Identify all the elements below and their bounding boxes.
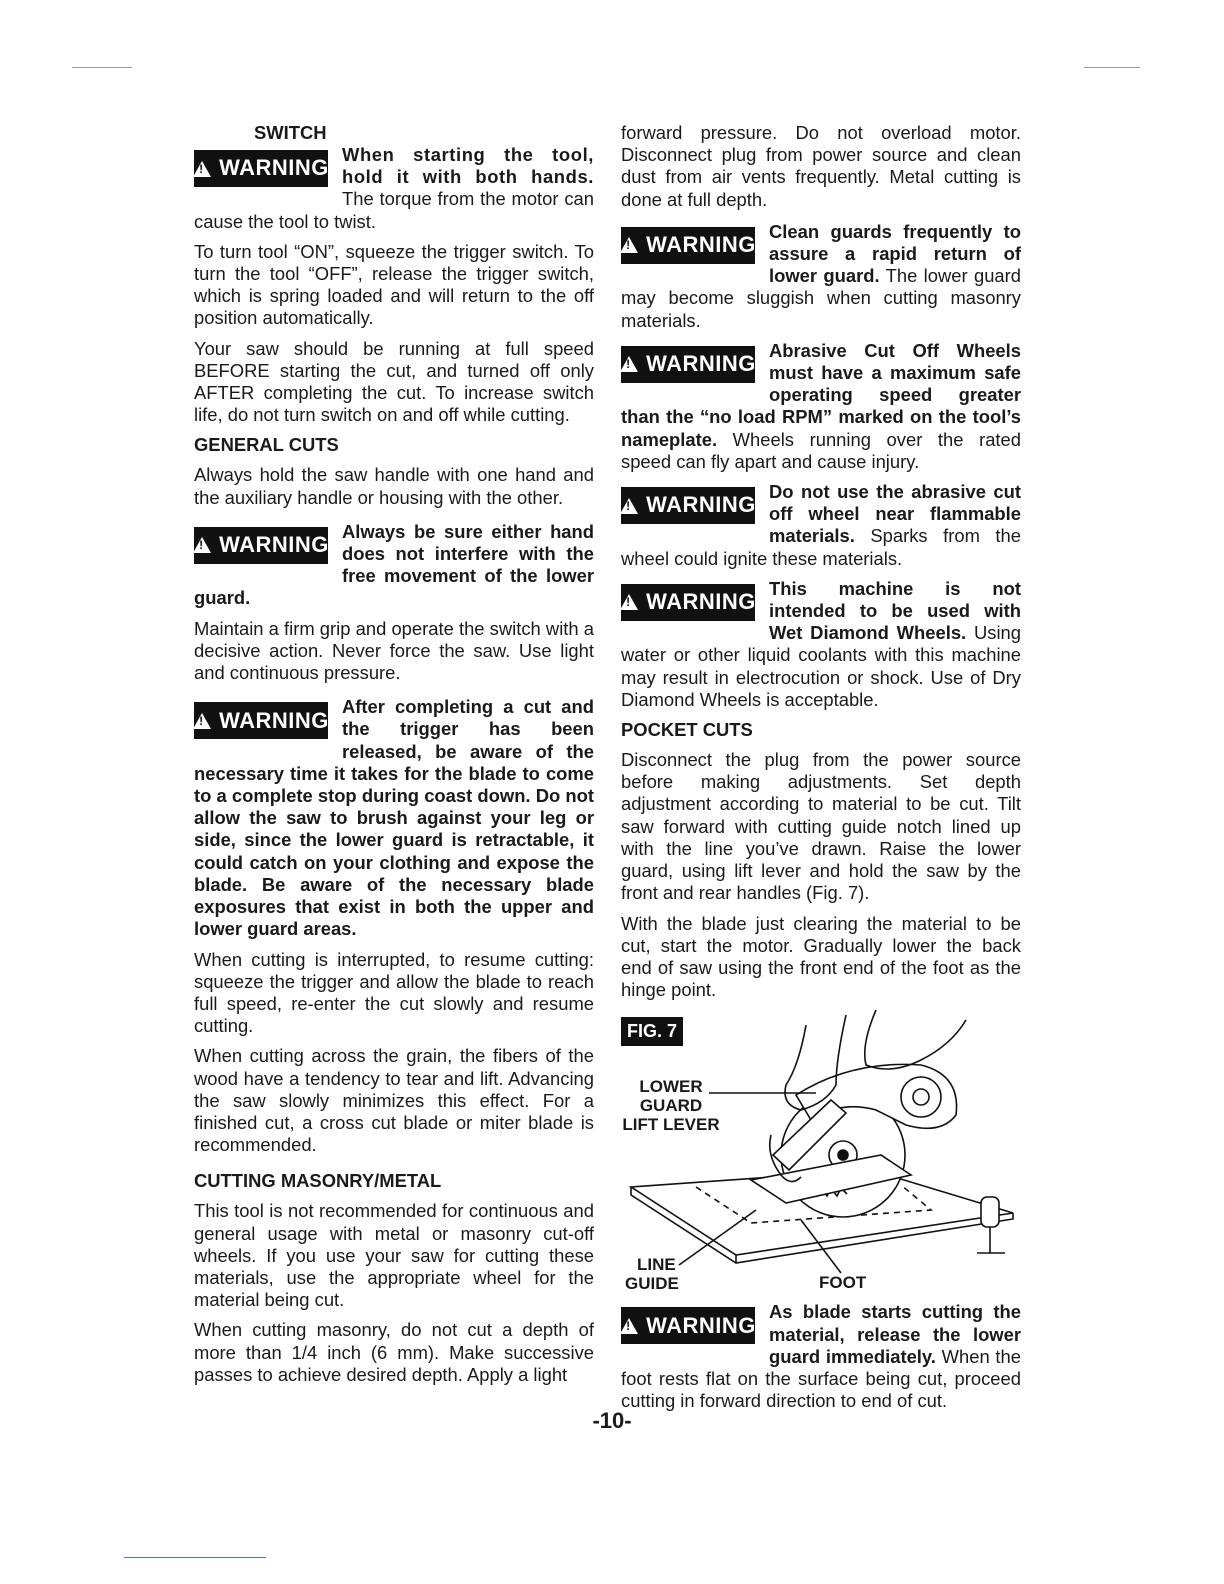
warning-block (621, 578, 1021, 711)
warning-text-rest: When the foot rests flat on the surface being cut, proceed cutting in forward direction to end of cut. (621, 1345, 1021, 1412)
warning-text: Clean guards frequently to assure a rapid return of lower guard. (769, 220, 1021, 287)
warning-text-rest: The torque from the motor can cause the tool to twist. (194, 188, 594, 232)
warning-text: Do not use the abrasive cut off wheel near flammable materials. (769, 481, 1021, 547)
pocket-cuts-heading: POCKET CUTS (621, 719, 753, 741)
warning-text-rest: Sparks from the wheel could ignite these materials. (621, 525, 1021, 569)
warning-triangle-icon (621, 1318, 638, 1334)
warning-badge: ! WARNING (621, 227, 755, 264)
warning-badge: ! WARNING (621, 487, 755, 524)
warning-badge: ! WARNING (194, 527, 328, 564)
warning-text: When starting the tool, hold it with both hands. (342, 144, 594, 188)
warning-text-rest: Using water or other liquid coolants with this machine may result in electrocution or shock. Use of Dry Diamond Wheels is acceptable. (621, 622, 1021, 710)
warning-badge: ! WARNING (194, 150, 328, 187)
warning-block (621, 1301, 1021, 1412)
paragraph: When cutting masonry, do not cut a depth of more than 1/4 inch (6 mm). Make successive passes to achieve desired depth. Apply a light (194, 1319, 594, 1385)
warning-triangle-icon (621, 498, 638, 514)
warning-triangle-icon (621, 356, 638, 372)
figure-label: FIG. 7 (621, 1017, 683, 1045)
warning-badge: ! WARNING (621, 346, 755, 383)
warning-block (194, 144, 594, 233)
warning-text: This machine is not intended to be used with Wet Diamond Wheels. (769, 577, 1021, 644)
paragraph: Maintain a firm grip and operate the switch with a decisive action. Never force the saw. Use light and continuous pressure. (194, 617, 594, 684)
warning-block (621, 340, 1021, 473)
warning-text-rest: The lower guard may become sluggish when cutting masonry materials. (621, 265, 1021, 331)
warning-triangle-icon (621, 594, 638, 610)
warning-text: As blade starts cutting the material, release the lower guard immediately. (769, 1301, 1021, 1367)
warning-block (621, 221, 1021, 332)
paragraph: This tool is not recommended for continuous and general usage with metal or masonry cut-off wheels. If you use your saw for cutting these materials, use the appropriate wheel for the material being cut. (194, 1200, 594, 1311)
warning-badge: ! WARNING (621, 1307, 755, 1344)
lower-guard-lift-lever-label: LOWER GUARD LIFT LEVER (622, 1077, 720, 1135)
line-guide-label: LINE GUIDE (625, 1255, 679, 1294)
warning-block (621, 481, 1021, 570)
paragraph: Disconnect the plug from the power source before making adjustments. Set depth adjustment according to material to be cut. Tilt saw forward with cutting guide notch lined up with the line you’ve drawn. Raise the lower guard, using lift lever and hold the saw by the front and rear handles (Fig. 7). (621, 749, 1021, 904)
warning-badge: ! WARNING (194, 702, 328, 739)
top-left-rule (72, 67, 132, 68)
warning-text: Always be sure either hand does not interfere with the free movement of the lower guard. (194, 520, 594, 609)
left-column (194, 122, 594, 1394)
paragraph: With the blade just clearing the material to be cut, start the motor. Gradually lower the back end of saw using the front end of the foot as the hinge point. (621, 912, 1021, 1001)
paragraph: Always hold the saw handle with one hand and the auxiliary handle or housing with the other. (194, 464, 594, 508)
saw-illustration (621, 1005, 1021, 1295)
warning-triangle-icon (194, 713, 211, 729)
warning-text: After completing a cut and the trigger has been released, be aware of the necessary time it takes for the blade to come to a complete stop during coast down. Do not allow the saw to brush against your leg or side, since the lower guard is retractable, it could catch on your clothing and expose the blade. Be aware of the necessary blade exposures that exist in both the upper and lower guard areas. (194, 696, 594, 940)
paragraph: Your saw should be running at full speed BEFORE starting the cut, and turned off only AFTER completing the cut. To increase switch life, do not turn switch on and off while cutting. (194, 337, 594, 426)
figure-7 (621, 1005, 1021, 1295)
paragraph: When cutting across the grain, the fibers of the wood have a tendency to tear and lift. Advancing the saw slowly minimizes this effect. For a finished cut, a cross cut blade or miter blade is recommended. (194, 1045, 594, 1156)
right-column (621, 122, 1021, 1420)
warning-block (194, 521, 594, 610)
warning-badge: ! WARNING (621, 584, 755, 621)
masonry-heading: CUTTING MASONRY/METAL (194, 1170, 442, 1192)
warning-block (194, 696, 594, 940)
paragraph: When cutting is interrupted, to resume cutting: squeeze the trigger and allow the blade to reach full speed, re-enter the cut slowly and resume cutting. (194, 948, 594, 1037)
warning-text: Abrasive Cut Off Wheels must have a maximum safe operating speed greater than the “no load RPM” marked on the tool’s nameplate. (621, 339, 1021, 450)
top-right-rule (1084, 67, 1140, 68)
foot-label: FOOT (819, 1273, 867, 1293)
bottom-link-rule (124, 1557, 266, 1558)
warning-text-rest: Wheels running over the rated speed can fly apart and cause injury. (621, 428, 1021, 472)
paragraph: To turn tool “ON”, squeeze the trigger switch. To turn the tool “OFF”, release the trigger switch, which is spring loaded and will return to the off position automatically. (194, 240, 594, 329)
warning-triangle-icon (194, 537, 211, 553)
page-number: -10- (592, 1408, 632, 1433)
warning-triangle-icon (194, 161, 211, 177)
general-cuts-heading: GENERAL CUTS (194, 434, 339, 456)
paragraph: forward pressure. Do not overload motor. Disconnect plug from power source and clean dust from air vents frequently. Metal cutting is done at full depth. (621, 122, 1021, 210)
warning-triangle-icon (621, 237, 638, 253)
switch-heading: SWITCH (254, 122, 327, 143)
